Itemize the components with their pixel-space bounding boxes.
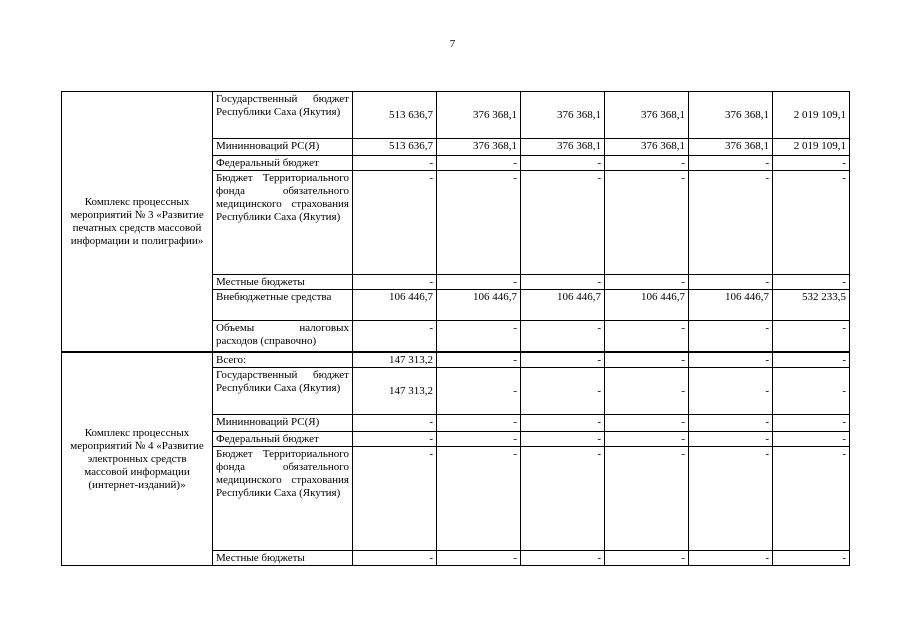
table-row: [62, 92, 850, 139]
value-cell: 106 446,7: [689, 290, 773, 321]
value-cell: -: [605, 367, 689, 414]
value-cell: -: [689, 431, 773, 446]
budget-table: [61, 91, 850, 566]
value-cell: -: [689, 550, 773, 565]
funding-source: Мининноваций РС(Я): [213, 414, 353, 431]
value-cell: -: [773, 550, 850, 565]
value-cell: 106 446,7: [353, 290, 437, 321]
value-cell: -: [689, 367, 773, 414]
funding-source: Местные бюджеты: [213, 275, 353, 290]
value-cell: 147 313,2: [353, 367, 437, 414]
value-cell: -: [773, 321, 850, 352]
value-cell: -: [689, 446, 773, 550]
funding-source: Объемы налоговых расходов (справочно): [213, 321, 353, 352]
value-cell: -: [437, 446, 521, 550]
funding-source: Государственный бюджет Республики Саха (Якутия): [213, 367, 353, 414]
value-cell: -: [773, 156, 850, 171]
value-cell: 106 446,7: [605, 290, 689, 321]
value-cell: 106 446,7: [437, 290, 521, 321]
value-cell: -: [773, 414, 850, 431]
funding-source: Государственный бюджет Республики Саха (Якутия): [213, 92, 353, 139]
value-cell: -: [521, 275, 605, 290]
value-cell: -: [353, 171, 437, 275]
table-row: [62, 352, 850, 368]
value-cell: -: [353, 431, 437, 446]
complex-4-block: [62, 352, 850, 566]
funding-source: Всего:: [213, 352, 353, 368]
complex-title: Комплекс процессных мероприятий № 4 «Развитие электронных средств массовой информации (интернет-изданий)»: [62, 352, 213, 566]
value-cell: -: [521, 550, 605, 565]
value-cell: -: [521, 156, 605, 171]
value-cell: 532 233,5: [773, 290, 850, 321]
value-cell: 147 313,2: [353, 352, 437, 368]
value-cell: -: [689, 352, 773, 368]
value-cell: -: [437, 352, 521, 368]
value-cell: -: [605, 550, 689, 565]
funding-source: Бюджет Территориального фонда обязательного медицинского страхования Республики Саха (Якутия): [213, 171, 353, 275]
value-cell: -: [353, 550, 437, 565]
funding-source: Мининноваций РС(Я): [213, 139, 353, 156]
value-cell: -: [689, 171, 773, 275]
value-cell: -: [353, 446, 437, 550]
value-cell: 513 636,7: [353, 139, 437, 156]
value-cell: -: [521, 367, 605, 414]
value-cell: -: [605, 321, 689, 352]
value-cell: -: [689, 275, 773, 290]
value-cell: -: [773, 446, 850, 550]
value-cell: -: [605, 352, 689, 368]
value-cell: 2 019 109,1: [773, 139, 850, 156]
value-cell: -: [437, 156, 521, 171]
value-cell: -: [353, 275, 437, 290]
value-cell: -: [773, 171, 850, 275]
value-cell: -: [353, 321, 437, 352]
funding-source: Внебюджетные средства: [213, 290, 353, 321]
value-cell: -: [521, 446, 605, 550]
funding-source: Федеральный бюджет: [213, 431, 353, 446]
value-cell: 376 368,1: [521, 92, 605, 139]
value-cell: 376 368,1: [437, 139, 521, 156]
value-cell: -: [773, 367, 850, 414]
value-cell: 513 636,7: [353, 92, 437, 139]
value-cell: -: [605, 275, 689, 290]
value-cell: -: [689, 321, 773, 352]
complex-3-block: [62, 92, 850, 352]
value-cell: -: [437, 321, 521, 352]
value-cell: -: [437, 275, 521, 290]
value-cell: -: [689, 414, 773, 431]
funding-source: Бюджет Территориального фонда обязательного медицинского страхования Республики Саха (Якутия): [213, 446, 353, 550]
value-cell: -: [437, 550, 521, 565]
value-cell: -: [773, 352, 850, 368]
value-cell: -: [437, 171, 521, 275]
value-cell: -: [521, 171, 605, 275]
value-cell: -: [437, 367, 521, 414]
value-cell: -: [521, 414, 605, 431]
value-cell: 376 368,1: [605, 139, 689, 156]
value-cell: 376 368,1: [521, 139, 605, 156]
value-cell: -: [605, 414, 689, 431]
value-cell: -: [605, 171, 689, 275]
funding-source: Федеральный бюджет: [213, 156, 353, 171]
value-cell: -: [521, 321, 605, 352]
value-cell: -: [689, 156, 773, 171]
value-cell: -: [353, 414, 437, 431]
value-cell: 106 446,7: [521, 290, 605, 321]
funding-source: Местные бюджеты: [213, 550, 353, 565]
value-cell: 376 368,1: [605, 92, 689, 139]
value-cell: -: [353, 156, 437, 171]
value-cell: -: [437, 431, 521, 446]
value-cell: -: [605, 446, 689, 550]
value-cell: -: [605, 156, 689, 171]
value-cell: 2 019 109,1: [773, 92, 850, 139]
page-number: 7: [449, 38, 456, 50]
value-cell: -: [521, 431, 605, 446]
value-cell: -: [773, 275, 850, 290]
value-cell: -: [773, 431, 850, 446]
complex-title: Комплекс процессных мероприятий № 3 «Развитие печатных средств массовой информации и полиграфии»: [62, 92, 213, 352]
value-cell: 376 368,1: [689, 92, 773, 139]
value-cell: 376 368,1: [437, 92, 521, 139]
value-cell: -: [437, 414, 521, 431]
value-cell: -: [605, 431, 689, 446]
value-cell: -: [521, 352, 605, 368]
value-cell: 376 368,1: [689, 139, 773, 156]
